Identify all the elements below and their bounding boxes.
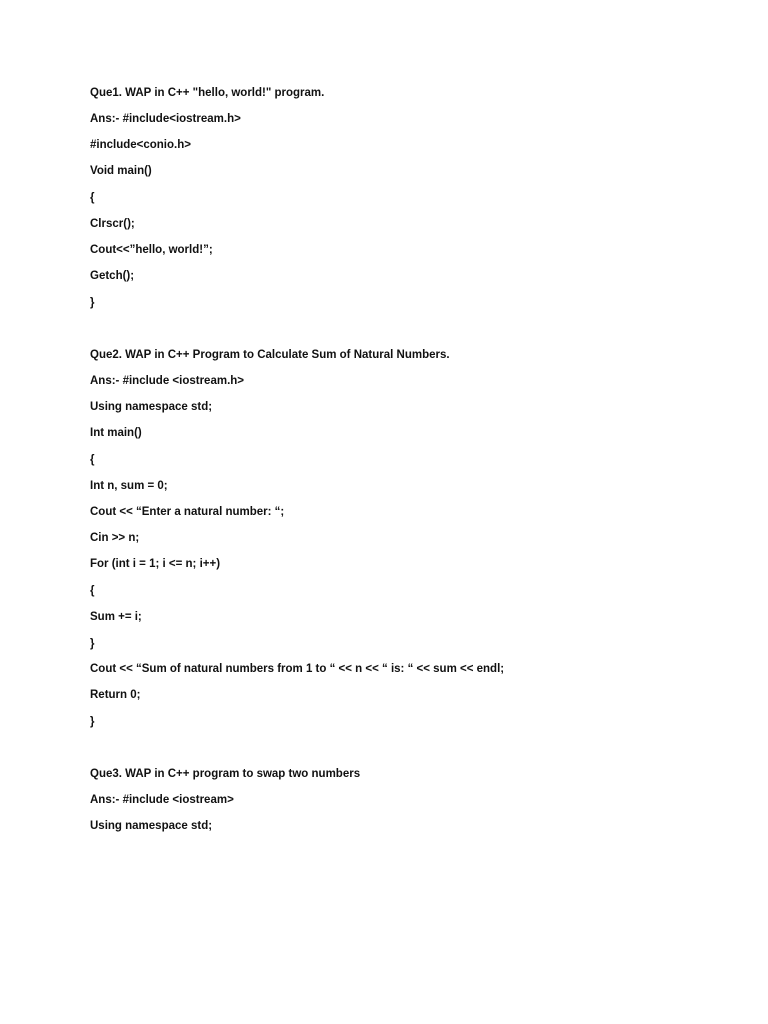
q1-code-line: Getch(); xyxy=(90,270,135,282)
question-1-title: Que1. WAP in C++ "hello, world!" program. xyxy=(90,87,325,99)
q2-code-line: } xyxy=(90,716,95,728)
q3-code-line: Using namespace std; xyxy=(90,820,213,832)
q3-code-line: Ans:- #include <iostream> xyxy=(90,794,234,806)
q2-code-line: Int n, sum = 0; xyxy=(90,480,168,492)
q1-code-line: Clrscr(); xyxy=(90,218,135,230)
q1-code-line: Cout<<”hello, world!”; xyxy=(90,244,213,256)
q1-code-line: Void main() xyxy=(90,165,152,177)
question-3-title: Que3. WAP in C++ program to swap two numbers xyxy=(90,768,361,780)
question-2-title: Que2. WAP in C++ Program to Calculate Sum of Natural Numbers. xyxy=(90,349,450,361)
q1-code-line: #include<conio.h> xyxy=(90,139,191,151)
q2-code-line: Using namespace std; xyxy=(90,401,213,413)
q1-code-line: Ans:- #include<iostream.h> xyxy=(90,113,241,125)
q2-code-line: { xyxy=(90,585,95,597)
q2-code-line: For (int i = 1; i <= n; i++) xyxy=(90,558,221,570)
q1-code-line: { xyxy=(90,192,95,204)
q2-code-line: Cout << “Sum of natural numbers from 1 to “ << n << “ is: “ << sum << endl; xyxy=(90,663,505,675)
q1-code-line: } xyxy=(90,297,95,309)
q2-code-line: Cout << “Enter a natural number: “; xyxy=(90,506,285,518)
q2-code-line: Cin >> n; xyxy=(90,532,140,544)
q2-code-line: Ans:- #include <iostream.h> xyxy=(90,375,245,387)
q2-code-line: Int main() xyxy=(90,427,142,439)
q2-code-line: { xyxy=(90,454,95,466)
q2-code-line: Return 0; xyxy=(90,689,141,701)
q2-code-line: Sum += i; xyxy=(90,611,142,623)
q2-code-line: } xyxy=(90,638,95,650)
